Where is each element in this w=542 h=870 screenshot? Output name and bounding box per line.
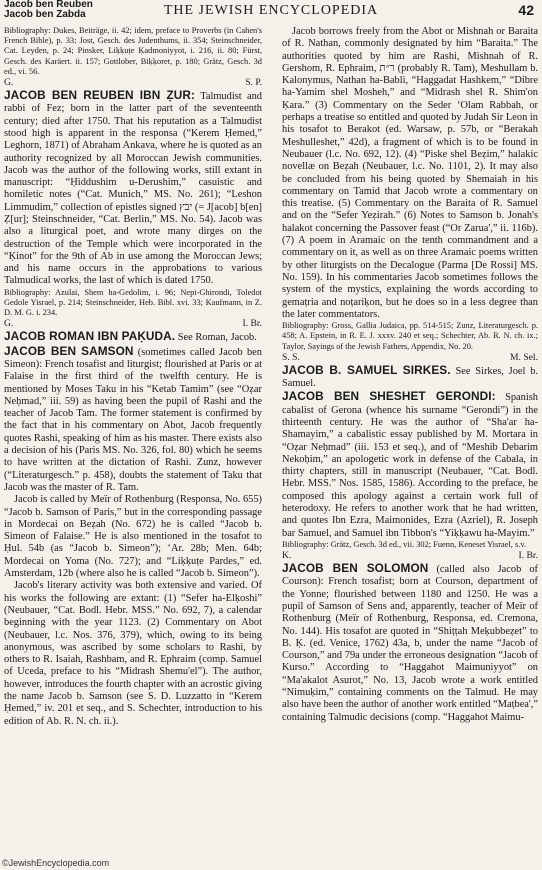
right-column	[282, 26, 538, 852]
entry-paragraph: Jacob's literary activity was both extensive and varied. Of his works the following are extant: (1) “Sefer ha-Elḳoshi” (Neubauer, “Cat. Bodl. Hebr. MSS.” No. 692, 7), a calendar beginning with the year 1123. (2) Commentary on Abot (Neubauer, l.c. Nos. 376, 379), which, owing to its being anonymous, was ascribed by some scholars to Rashi, by others to R. Isaiah, Rashbam, and R. Ephraim (comp. Samuel of Uceda, preface to his “Midrash Shemu'el”). The author, however, introduces the fourth chapter with an acrostic giving the name Jacob b. Samson (see S. D. Luzzatto in “Kerem Ḥemed,” iv. 201 et seq., and S. Schechter, introduction to his edition of Ab. R. N. ch. ii.).	[4, 580, 262, 727]
bibliography: Bibliography: Grätz, Gesch. 3d ed., vii. 302; Fuenn, Keneset Yisrael, s.v.	[282, 539, 527, 549]
entry-jacob-ben-solomon	[282, 562, 538, 724]
running-head-top: Jacob ben Reuben	[4, 0, 93, 10]
contributor-name: I. Br.	[518, 550, 538, 562]
contributor-name: M. Sel.	[510, 351, 538, 363]
entry-headword: JACOB ROMAN IBN PAḲUDA.	[4, 329, 176, 344]
entry-headword: JACOB BEN SOLOMON	[282, 561, 429, 576]
contributor-name: S. P.	[245, 77, 262, 89]
entry-headword: JACOB BEN SHESHET GERONDI:	[282, 389, 496, 404]
running-head-bottom: Jacob ben Zabda	[4, 9, 86, 20]
entry-jacob-ben-reuben-ibn-zur	[4, 89, 262, 288]
cross-reference: See Roman, Jacob.	[177, 332, 257, 344]
contributor-initial: K.	[282, 550, 292, 562]
contributor-initial: G.	[4, 77, 14, 89]
contributor-initial: S. S.	[282, 351, 300, 363]
entry-jacob-roman-ibn-pakuda	[4, 330, 262, 344]
entry-jacob-ben-sheshet-gerondi	[282, 390, 538, 540]
entry-headword: JACOB BEN REUBEN IBN ẒUR:	[4, 88, 196, 103]
copyright-footer: ©JewishEncyclopedia.com	[2, 858, 110, 868]
entry-paragraph: Jacob borrows freely from the Abot or Mishnah or Baraita of R. Nathan, commonly designated by him “Baraita.” The authorities quoted by him are Rashi, Mishnah of R. Gershom, R. Ephraim, ר״ת (probably R. Tam), Meshullam b. Kalonymus, Nathan ha-Babli, “Haggadat Hashkem,” “Dibre ha-Yamim shel Mosheh,” and “Midrash shel R. Shim'on Ḳara.” (3) Commentary on the Seder ‘Olam Rabbah, or perhaps a treatise so entitled and quoted by Judah Sir Leon in his tosafot to Berakot (ed. Warsaw, p. 57b, or “Berakah Meshulleshet,” 42d), a fragment of which is to be found in Neubauer (l.c. No. 692, 12). (4) “Piske shel Beẓim,” halakic novellæ on Beẓah (Neubauer, l.c. No. 1101, 2). It may also be concluded from his being quoted by Shemaiah in his commentary on Tamid that Jacob wrote a commentary on this treatise. (5) Commentary on the Baraita of R. Samuel and on the “Sefer Yeẓirah.” (6) Notes to Samson b. Jonah's halakot concerning the Passover feast (“Or Zarua',” ii. 116b). (7) A poem in Aramaic on the tenth commandment and a commentary on it, as well as on three Aramaic poems written by other liturgists on the Decalogue (Parma [De Rossi] MS. No. 159). In his commentaries Jacob sometimes follows the system of the mystics, explaining the words according to gemaṭria and noṭariḳon, but he does so in a less degree than the later commentators.	[282, 26, 538, 320]
page-header	[0, 0, 542, 28]
entry-text: Talmudist and rabbi of Fez; born in the latter part of the seventeenth century; died after 1750. That his reputation as a Talmudist stood high is apparent in the responsa (“Kerem Ḥemed,” Leghorn, 1871) of Abraham Ankava, where he is quoted as an authority recognized by all Moroccan Jewish communities. Jacob was the author of the following works, still extant in manuscript: “Ḥiddushim u-Derushim,” casuistic and homiletic notes (“Cat. Munich,” MS. No. 261); “Leshon Limmudim,” collection of epistles signed יבץ (= J[acob] b[en] Ẓ[ur]; Steinschneider, “Cat. Berlin,” MS. No. 54). Jacob was also a liturgical poet, and wrote many dirges on the destruction of the Temple which were incorporated in the “Ḳinot” for the 9th of Ab in use among the Moroccan Jews; and his name occurs in the approbations to various Talmudical works, the last of which is dated 1750.	[4, 91, 262, 287]
cross-reference: See Sirkes, Joel b. Samuel.	[282, 365, 538, 390]
entry-text: Spanish cabalist of Gerona (whence his surname “Gerondi”) in the thirteenth century. He was the author of “Sha'ar ha-Shamayim,” a cabalistic essay published by M. Mortara in “Oẓar Neḥmad” (iii. 153 et seq.), and of “Meshib Debarim Nekoḥim,” an apologetic work in defense of the Cabala, in thirty chapters, still in manuscript (Neubauer, “Cat. Bodl. Hebr. MSS.” Nos. 1585, 1586). According to the preface, he composed this apology against a certain work full of heterodoxy. He refers to another work that he had written, and quotes Ibn Ezra, Maimonides, Ezra (Azriel), R. Joseph bar Samuel, and Samuel ibn Tibbon's “Yiḳḳawu ha-Mayim.”	[282, 392, 538, 539]
entry-headword: JACOB B. SAMUEL SIRKES.	[282, 362, 451, 377]
entry-text: (sometimes called Jacob ben Simeon): French tosafist and liturgist; flourished at Paris or at Falaise in the first third of the twelfth century. He is mentioned by Moses Taku in his “Ketab Tamim” (see “Oẓar Neḥmad,” iii. 59) as having been the pupil of Rashi and the teacher of Jacob Tam. The former statement is confirmed by the fact that in his commentary on Abot, Jacob frequently quotes Rashi, speaking of him as his master. There exists also a decision of his (Paris MS. No. 326, fol. 80) which he seems to have written at the dictation of Rashi. Zunz, however (“Literaturgesch.” p. 458), doubts the statement of Taku that Jacob was the master of R. Tam.	[4, 346, 262, 493]
bibliography: Bibliography: Azulai, Shem ha-Gedolim, i. 96; Nepi-Ghirondi, Toledot Gedole Yisrael, p. 214; Steinschneider, Heb. Bibl. xvi. 33; Kaufmann, in Z. D. M. G. i. 234.	[4, 287, 262, 318]
bibliography: Bibliography: Gross, Gallia Judaica, pp. 514-515; Zunz, Literaturgesch. p. 458; A. Epstein, in R. E. J. xxxv. 240 et seq.; Schechter, Ab. R. N. ch. ix.; Taylor, Sayings of the Jewish Fathers, Appendix, No. 20.	[282, 321, 538, 351]
journal-title: THE JEWISH ENCYCLOPEDIA	[163, 3, 379, 18]
contributor-name: I. Br.	[242, 318, 262, 330]
entry-headword: JACOB BEN SAMSON	[4, 343, 134, 358]
left-column	[4, 26, 262, 852]
entry-jacob-b-samuel-sirkes	[282, 364, 538, 391]
entry-paragraph: Jacob is called by Meïr of Rothenburg (Responsa, No. 655) “Jacob b. Samson of Paris,” but in the corresponding passage in Mordecai on Beẓah (No. 672) he is called “Jacob b. Simeon of Falaise.” He is also mentioned in the tosafot to Ḥul. 54b (as “Jacob b. Simeon”); ‘Ar. 28b; Men. 64b; Mordecai on Yoma (No. 727); and “Liḳḳuṭe Pardes,” ed. Amsterdam, 12b (where also he is called “Jacob b. Simeon”).	[4, 494, 262, 580]
contributor-initial: G.	[4, 318, 14, 330]
bibliography: Bibliography: Dukes, Beiträge, ii. 42; idem, preface to Proverbs (in Cahen's French Bible), p. 33; Jost, Gesch. des Judenthums, ii. 354; Steinschneider, Cat. Leyden, p. 24; Pinsker, Liḳḳuṭe Ḳadmoniyyot, i. 216, ii. 80; Fürst, Gesch. des Karäert. ii. 157; Gottlober, Biḳḳoret, p. 180; Grätz, Gesch. 3d ed., vi. 56.	[4, 26, 262, 76]
entry-text: (called also Jacob of Courson): French tosafist; born at Courson, department of the Yonne; flourished between 1180 and 1250. He was a pupil of Samson of Sens and, apparently, teacher of Meïr of Rothenburg (Meïr of Rothenburg, Responsa, ed. Cremona, No. 144). His tosafot are quoted in “Shiṭṭah Meḳubbeẓet” to B. Ḳ. (ed. Venice, 1762) 43a, b, under the name “Jacob of Courson,” and 79a under the erroneous designation “Jacob of Kurso.” According to “Haggahot Maimuniyyot” on “Ma'akalot Asurot,” No. 13, Jacob wrote a work entitled “Nimuḳim,” containing comments on the Talmud. He may also have been the author of another work entitled “Maṭbea',” containing Talmudic decisions (comp. “Haggahot Maimu-	[282, 564, 538, 723]
page-number: 42	[518, 2, 534, 18]
entry-jacob-ben-samson	[4, 345, 262, 495]
